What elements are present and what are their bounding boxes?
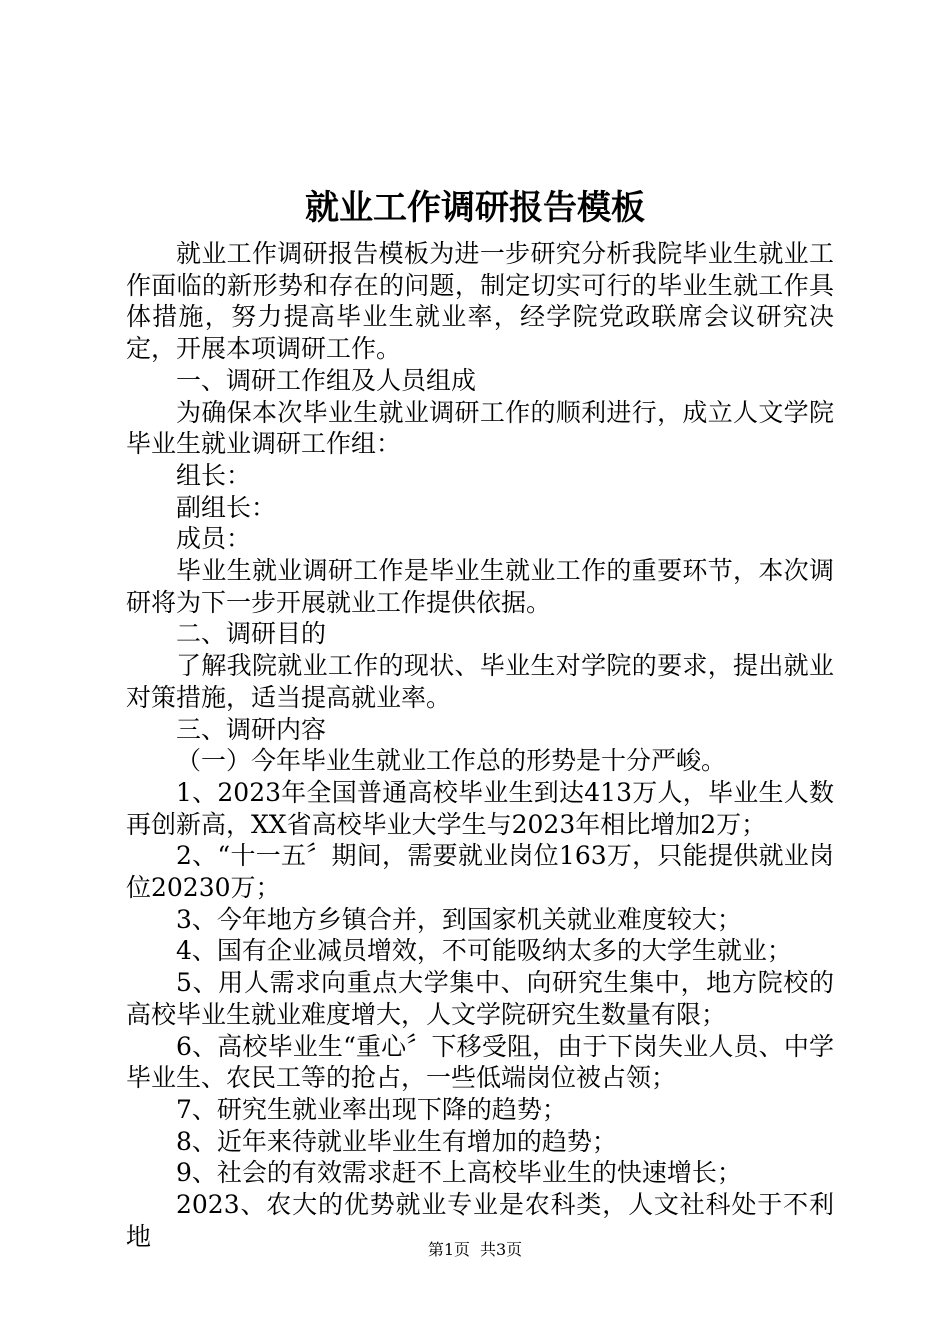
paragraph: 组长： xyxy=(176,460,252,490)
list-item: 4、国有企业减员增效，不可能吸纳太多的大学生就业； xyxy=(176,936,792,966)
list-item: 2、“十一五〞期间，需要就业岗位163万，只能提供就业岗位20230万； xyxy=(126,841,834,903)
paragraph: 成员： xyxy=(176,524,252,554)
list-item: 6、高校毕业生“重心〞下移受阻，由于下岗失业人员、中学毕业生、农民工等的抢占，一些低端岗位被占领； xyxy=(126,1031,834,1093)
paragraph: 毕业生就业调研工作是毕业生就业工作的重要环节，本次调研将为下一步开展就业工作提供依据。 xyxy=(126,556,834,617)
list-item: 1、2023年全国普通高校毕业生到达413万人，毕业生人数再创新高，XX省高校毕业大学生与2023年相比增加2万； xyxy=(126,777,834,839)
page-footer xyxy=(0,1238,950,1262)
paragraph: （一）今年毕业生就业工作总的形势是十分严峻。 xyxy=(176,746,727,776)
page-number: 第1页 xyxy=(427,1240,470,1259)
list-item: 9、社会的有效需求赶不上高校毕业生的快速增长； xyxy=(176,1158,742,1188)
section-heading: 二、调研目的 xyxy=(176,619,327,649)
list-item: 7、研究生就业率出现下降的趋势； xyxy=(176,1094,567,1124)
paragraph: 副组长： xyxy=(176,492,277,522)
document-title: 就业工作调研报告模板 xyxy=(305,188,645,228)
paragraph: 了解我院就业工作的现状、毕业生对学院的要求，提出就业对策措施，适当提高就业率。 xyxy=(126,651,834,712)
page-total: 共3页 xyxy=(480,1240,523,1259)
list-item: 3、今年地方乡镇合并，到国家机关就业难度较大； xyxy=(176,904,742,934)
paragraph: 为确保本次毕业生就业调研工作的顺利进行，成立人文学院毕业生就业调研工作组： xyxy=(126,397,834,459)
paragraph: 就业工作调研报告模板为进一步研究分析我院毕业生就业工作面临的新形势和存在的问题，制定切实可行的毕业生就工作具体措施，努力提高毕业生就业率，经学院党政联席会议研究决定，开展本项调研工作。 xyxy=(126,239,834,364)
list-item: 2023、农大的优势就业专业是农科类，人文社科处于不利地 xyxy=(126,1190,834,1251)
section-heading: 三、调研内容 xyxy=(176,714,327,744)
document-body xyxy=(126,238,834,1253)
section-heading: 一、调研工作组及人员组成 xyxy=(176,365,477,395)
list-item: 5、用人需求向重点大学集中、向研究生集中，地方院校的高校毕业生就业难度增大，人文学院研究生数量有限； xyxy=(126,968,834,1029)
list-item: 8、近年来待就业毕业生有增加的趋势； xyxy=(176,1126,617,1156)
